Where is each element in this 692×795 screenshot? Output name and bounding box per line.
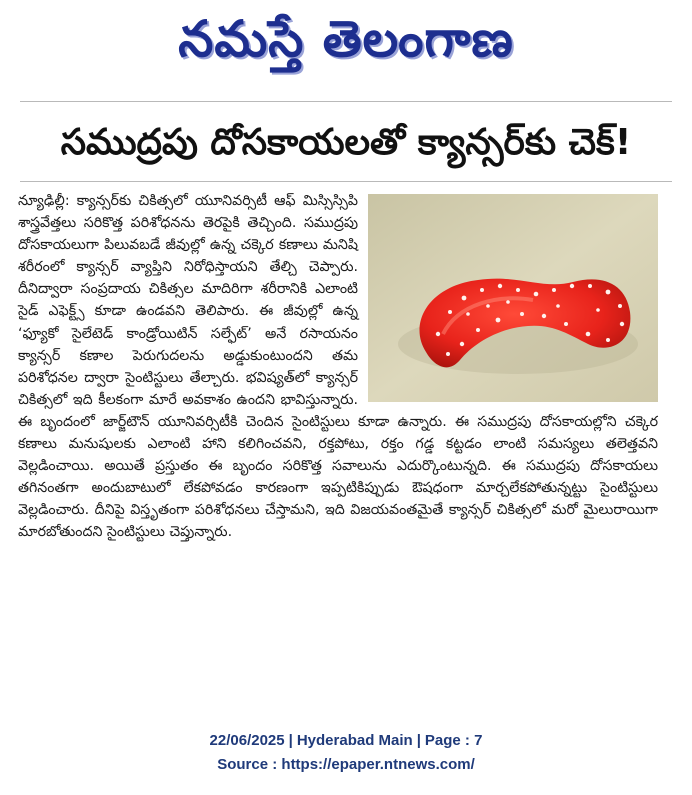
issue-date: 22/06/2025 bbox=[209, 732, 285, 749]
divider-top bbox=[20, 101, 672, 102]
masthead bbox=[0, 0, 692, 80]
page-number: Page : 7 bbox=[424, 732, 483, 749]
article-headline: సముద్రపు దోసకాయలతో క్యాన్సర్‌కు చెక్! bbox=[60, 122, 632, 163]
sea-cucumber-image bbox=[368, 194, 658, 402]
newspaper-logo: నమస్తే తెలంగాణ bbox=[178, 10, 514, 68]
divider-headline bbox=[20, 181, 672, 182]
edition-name: Hyderabad Main bbox=[296, 732, 413, 749]
source-line: Source : https://epaper.ntnews.com/ bbox=[217, 756, 475, 773]
article-body-container bbox=[18, 190, 658, 544]
footer-info: 22/06/2025 | Hyderabad Main | Page : 7 bbox=[209, 732, 483, 749]
article-body: న్యూఢిల్లీ: క్యాన్సర్‌కు చికిత్సలో యూనివర్సిటీ ఆఫ్ మిస్సిస్సిపి శాస్త్రవేత్తలు సరికొత్త పరిశోధనను తెరపైకి తెచ్చింది. సముద్రపు దోసకాయలుగా పిలువబడే జీవుల్లో ఉన్న చక్కెర కణాలు మనిషి శరీరంలో క్యాన్సర్ వ్యాప్తిని నిరోధిస్తాయని తేల్చి చెప్పారు. దీనిద్వారా సంప్రదాయ చికిత్సల మాదిరిగా శరీరానికి ఎలాంటి సైడ్ ఎఫెక్ట్స్ కూడా ఉండవని తెలిపారు. ఈ జీవుల్లో ఉన్న ‘ఫ్యూకో సైలేటెడ్ కాండ్రోయిటిన్ సల్ఫేట్’ అనే రసాయనం క్యాన్సర్ కణాల పెరుగుదలను అడ్డుకుంటుందని తమ పరిశోధనల ద్వారా సైంటిస్టులు తేల్చారు. భవిష్యత్‌లో క్యాన్సర్ చికిత్సలో ఇది కీలకంగా మారే అవకాశం ఉందని భావిస్తున్నారు. ఈ బృందంలో జార్జ్‌టౌన్ యూనివర్సిటీకి చెందిన సైంటిస్టులు కూడా ఉన్నారు. ఈ సముద్రపు దోసకాయల్లోని చక్కెర కణాలు మనుషులకు ఎలాంటి హాని కలిగించవని, రక్తపోటు, రక్తం గడ్డ కట్టడం లాంటి సమస్యలు తలెత్తవని వెల్లడించాయి. అయితే ప్రస్తుతం ఈ బృందం సరికొత్త సవాలును ఎదుర్కొంటున్నది. ఈ సముద్రపు దోసకాయలు తగినంతగా అందుబాటులో లేకపోవడం కారణంగా ఇప్పటికిప్పుడు ఔషధంగా మార్చలేకపోతున్నట్టు సైంటిస్టులు వెల్లడించారు. దీనిపై విస్తృతంగా పరిశోధనలు చేస్తామని, ఇది విజయవంతమైతే క్యాన్సర్ చికిత్సలో మరో మైలురాయిగా మారబోతుందని సైంటిస్టులు చెప్తున్నారు. bbox=[18, 193, 658, 541]
